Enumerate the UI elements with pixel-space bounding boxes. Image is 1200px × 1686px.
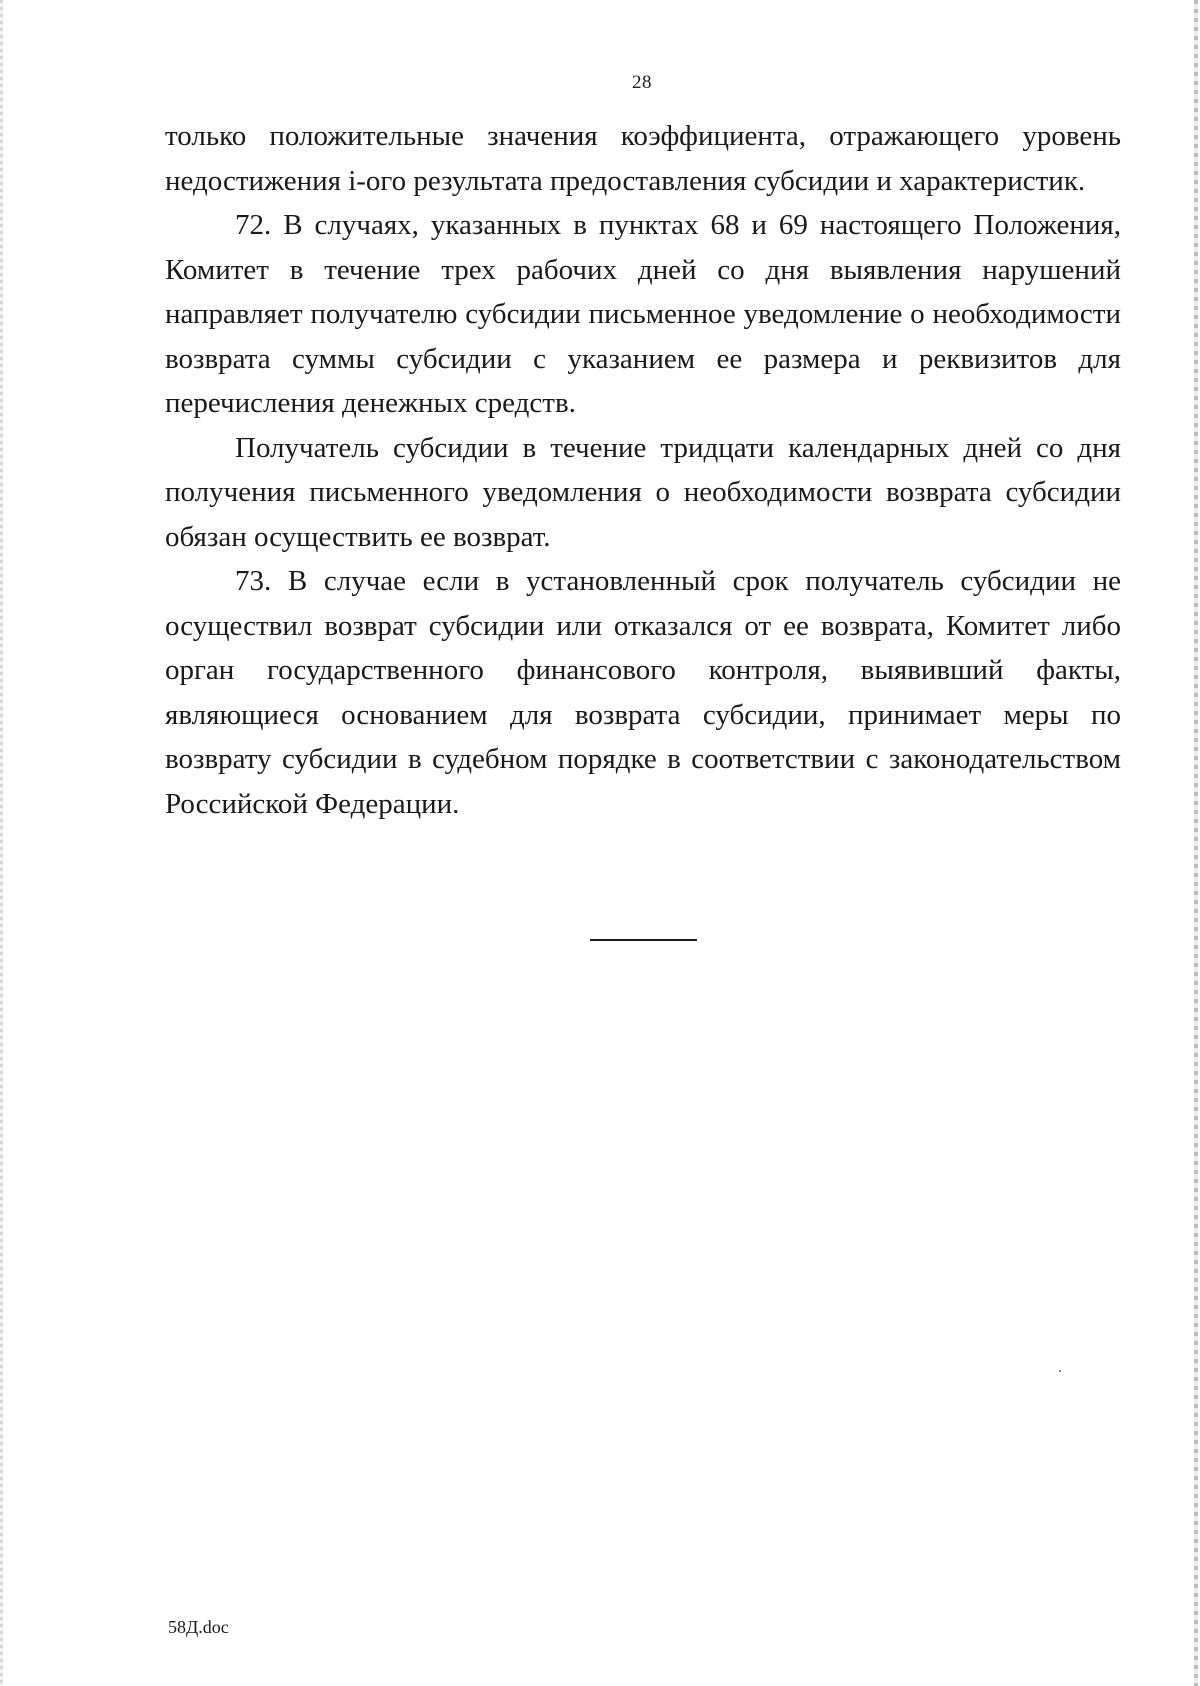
body-text [165,114,1121,826]
paragraph-continuation: только положительные значения коэффициента, отражающего уровень недостижения i-ого результата предоставления субсидии и характеристик. [165,120,1121,197]
scan-edge-right [1194,0,1198,1686]
paragraph-clause-72: 72. В случаях, указанных в пунктах 68 и 69 настоящего Положения, Комитет в течение трех рабочих дней со дня выявления нарушений направляет получателю субсидии письменное уведомление о необходимости возврата суммы субсидии с указанием ее размера и реквизитов для перечисления денежных средств. [165,209,1121,419]
paragraph-clause-73: 73. В случае если в установленный срок получатель субсидии не осуществил возврат субсидии или отказался от ее возврата, Комитет либо орган государственного финансового контроля, выявивший факты, являющиеся основанием для возврата субсидии, принимает меры по возврату субсидии в судебном порядке в соответствии с законодательством Российской Федерации. [165,565,1121,820]
scan-edge-left [0,0,3,1686]
paragraph-return-deadline: Получатель субсидии в течение тридцати календарных дней со дня получения письменного уведомления о необходимости возврата субсидии обязан осуществить ее возврат. [165,431,1121,553]
end-of-text-rule [590,939,697,941]
page-number: 28 [632,72,652,93]
footer-filename: 58Д.doc [168,1617,229,1637]
scan-speck [1059,1370,1061,1372]
